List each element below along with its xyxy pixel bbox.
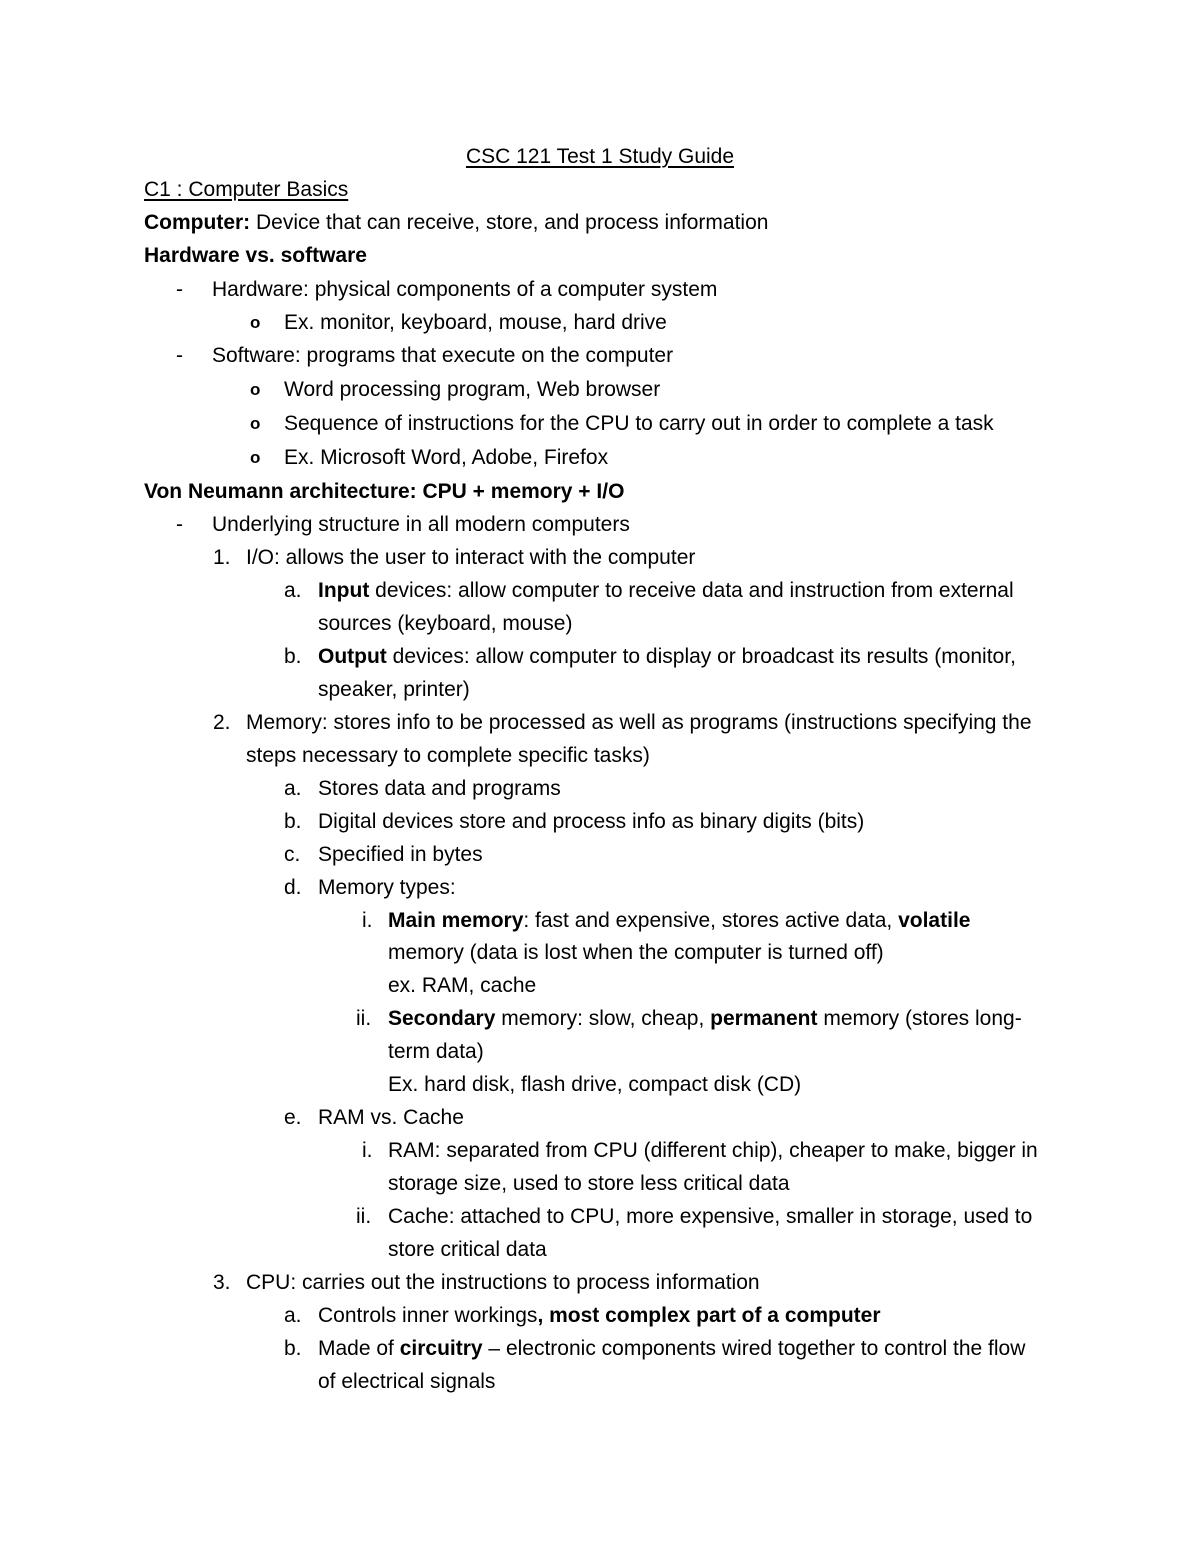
io-text: I/O: allows the user to interact with the computer xyxy=(246,546,696,569)
hardware-example: Ex. monitor, keyboard, mouse, hard drive xyxy=(284,311,667,334)
ram-text: RAM: separated from CPU (different chip), cheaper to make, bigger in xyxy=(388,1139,1038,1162)
list-item-continuation xyxy=(0,607,1200,640)
number-marker: 1. xyxy=(213,546,231,569)
letter-marker: c. xyxy=(284,843,301,866)
software-item: Sequence of instructions for the CPU to carry out in order to complete a task xyxy=(284,412,994,435)
list-item xyxy=(0,1266,1200,1299)
letter-marker: e. xyxy=(284,1106,302,1129)
list-item-continuation xyxy=(0,1068,1200,1101)
dash-bullet: - xyxy=(176,278,183,301)
circuitry-bold: circuitry xyxy=(399,1337,483,1360)
cache-cont: store critical data xyxy=(388,1238,547,1261)
cpu-a-text: Controls inner workings xyxy=(318,1304,538,1327)
hw-sw-heading: Hardware vs. software xyxy=(144,244,367,267)
section-heading-line xyxy=(0,173,1200,206)
list-item-continuation xyxy=(0,969,1200,1002)
list-item xyxy=(0,1200,1200,1233)
letter-marker: d. xyxy=(284,876,302,899)
input-text: devices: allow computer to receive data and instruction from external xyxy=(369,579,1014,602)
list-item xyxy=(0,1332,1200,1365)
list-item xyxy=(0,871,1200,904)
ram-vs-cache: RAM vs. Cache xyxy=(318,1106,464,1129)
secondary-cont: term data) xyxy=(388,1040,484,1063)
memory-text: Memory: stores info to be processed as well as programs (instructions specifying the xyxy=(246,711,1032,734)
letter-marker: b. xyxy=(284,645,302,668)
letter-marker: b. xyxy=(284,1337,302,1360)
list-item-continuation xyxy=(0,1167,1200,1200)
list-item xyxy=(0,904,1200,937)
number-marker: 3. xyxy=(213,1271,231,1294)
computer-def-text: Device that can receive, store, and process information xyxy=(250,211,769,234)
cpu-b-text-2: – electronic components wired together to control the flow xyxy=(482,1337,1026,1360)
cpu-b-text: Made of xyxy=(318,1337,400,1360)
secondary-example: Ex. hard disk, flash drive, compact disk (CD) xyxy=(388,1073,802,1096)
memory-item: Digital devices store and process info as binary digits (bits) xyxy=(318,810,865,833)
ram-cont: storage size, used to store less critical data xyxy=(388,1172,790,1195)
memory-item: Stores data and programs xyxy=(318,777,561,800)
list-item xyxy=(0,640,1200,673)
letter-marker: a. xyxy=(284,777,302,800)
list-item xyxy=(0,706,1200,739)
list-item xyxy=(0,1134,1200,1167)
hardware-text: Hardware: physical components of a computer system xyxy=(212,278,718,301)
list-item-continuation xyxy=(0,673,1200,706)
computer-definition xyxy=(0,206,1200,239)
roman-marker: i. xyxy=(362,1139,373,1162)
list-item xyxy=(0,339,1200,372)
von-neumann-heading: Von Neumann architecture: CPU + memory + I/O xyxy=(144,480,625,503)
dash-bullet: - xyxy=(176,513,183,536)
cpu-text: CPU: carries out the instructions to process information xyxy=(246,1271,760,1294)
cpu-b-cont: of electrical signals xyxy=(318,1370,496,1393)
output-cont: speaker, printer) xyxy=(318,678,470,701)
von-neumann-intro: Underlying structure in all modern computers xyxy=(212,513,630,536)
circle-bullet: o xyxy=(250,414,261,433)
volatile-bold: volatile xyxy=(898,909,971,932)
main-memory-cont: memory (data is lost when the computer is turned off) xyxy=(388,941,884,964)
cache-text: Cache: attached to CPU, more expensive, smaller in storage, used to xyxy=(388,1205,1033,1228)
memory-cont: steps necessary to complete specific tasks) xyxy=(246,744,650,767)
roman-marker: ii. xyxy=(356,1205,372,1228)
letter-marker: b. xyxy=(284,810,302,833)
software-item: Word processing program, Web browser xyxy=(284,378,661,401)
list-item xyxy=(0,574,1200,607)
software-item: Ex. Microsoft Word, Adobe, Firefox xyxy=(284,446,609,469)
memory-item: Specified in bytes xyxy=(318,843,483,866)
output-bold: Output xyxy=(318,645,387,668)
list-item-continuation xyxy=(0,1035,1200,1068)
main-memory-text: : fast and expensive, stores active data, xyxy=(523,909,899,932)
roman-marker: i. xyxy=(362,909,373,932)
software-text: Software: programs that execute on the computer xyxy=(212,344,674,367)
input-bold: Input xyxy=(318,579,370,602)
list-item xyxy=(0,838,1200,871)
list-item xyxy=(0,772,1200,805)
list-item xyxy=(0,441,1200,474)
memory-item: Memory types: xyxy=(318,876,456,899)
list-item-continuation xyxy=(0,936,1200,969)
title-line xyxy=(0,140,1200,173)
circle-bullet: o xyxy=(250,313,261,332)
main-memory-example: ex. RAM, cache xyxy=(388,974,537,997)
secondary-text: memory: slow, cheap, xyxy=(495,1007,711,1030)
list-item xyxy=(0,373,1200,406)
circle-bullet: o xyxy=(250,448,261,467)
permanent-bold: permanent xyxy=(710,1007,818,1030)
number-marker: 2. xyxy=(213,711,231,734)
letter-marker: a. xyxy=(284,579,302,602)
list-item xyxy=(0,306,1200,339)
list-item xyxy=(0,1002,1200,1035)
circle-bullet: o xyxy=(250,380,261,399)
secondary-bold: Secondary xyxy=(388,1007,496,1030)
roman-marker: ii. xyxy=(356,1007,372,1030)
main-memory-bold: Main memory xyxy=(388,909,524,932)
list-item xyxy=(0,541,1200,574)
section-heading: C1 : Computer Basics xyxy=(144,178,349,201)
cpu-a-bold: , most complex part of a computer xyxy=(537,1304,881,1327)
output-text: devices: allow computer to display or broadcast its results (monitor, xyxy=(386,645,1016,668)
list-item xyxy=(0,508,1200,541)
list-item xyxy=(0,805,1200,838)
list-item-continuation xyxy=(0,1233,1200,1266)
list-item xyxy=(0,1299,1200,1332)
secondary-text-2: memory (stores long- xyxy=(817,1007,1022,1030)
computer-term: Computer: xyxy=(144,211,251,234)
hw-sw-heading-line xyxy=(0,239,1200,272)
input-cont: sources (keyboard, mouse) xyxy=(318,612,573,635)
letter-marker: a. xyxy=(284,1304,302,1327)
dash-bullet: - xyxy=(176,344,183,367)
list-item-continuation xyxy=(0,739,1200,772)
von-neumann-heading-line xyxy=(0,475,1200,508)
page-title: CSC 121 Test 1 Study Guide xyxy=(465,145,735,168)
list-item xyxy=(0,273,1200,306)
list-item xyxy=(0,1101,1200,1134)
list-item-continuation xyxy=(0,1365,1200,1398)
list-item xyxy=(0,407,1200,440)
